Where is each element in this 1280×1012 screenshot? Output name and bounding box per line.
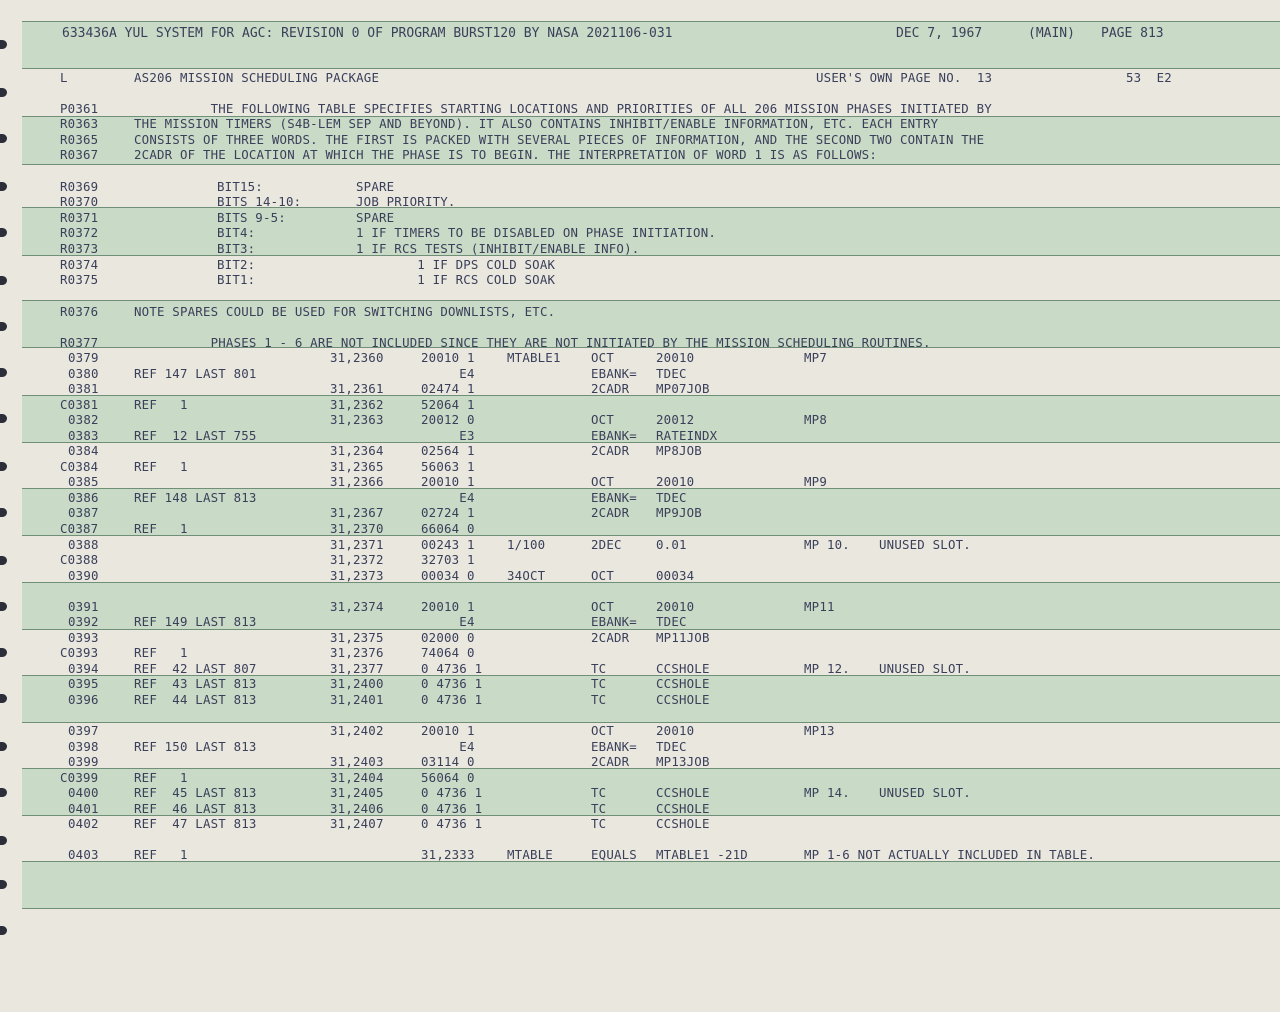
row-address: 31,2406 (330, 801, 384, 816)
row-address: 31,2404 (330, 770, 384, 785)
subheader-code: L (60, 70, 68, 85)
line-text: THE MISSION TIMERS (S4B-LEM SEP AND BEYOND). IT ALSO CONTAINS INHIBIT/ENABLE INFORMATION, ETC. EACH ENTRY (134, 116, 939, 131)
note-line (0, 304, 1280, 319)
row-opcode: 2CADR (591, 630, 630, 645)
row-octal: 20010 1 (421, 474, 475, 489)
row-comment: MP 10. (804, 537, 850, 552)
row-address: 31,2370 (330, 521, 384, 536)
line-tag: R0369 (60, 179, 99, 194)
band-rule (22, 68, 1280, 69)
row-label: REF 1 (134, 397, 188, 412)
row-tag: C0381 (60, 397, 99, 412)
row-opcode: TC (591, 692, 607, 707)
band-rule (22, 164, 1280, 165)
row-tag: 0383 (68, 428, 99, 443)
row-octal: 32703 1 (421, 552, 475, 567)
line-tag: R0371 (60, 210, 99, 225)
row-operand: TDEC (656, 614, 687, 629)
code-row (0, 739, 1280, 754)
row-operand: 20010 (656, 350, 695, 365)
row-tag: C0393 (60, 645, 99, 660)
row-address: 31,2360 (330, 350, 384, 365)
line-tag: R0365 (60, 132, 99, 147)
code-row (0, 443, 1280, 458)
row-operand: 20010 (656, 599, 695, 614)
row-operand: 0.01 (656, 537, 687, 552)
code-row (0, 614, 1280, 629)
row-address: 31,2375 (330, 630, 384, 645)
bit-field: BIT2: (217, 257, 256, 272)
line-tag: R0375 (60, 272, 99, 287)
row-operand: CCSHOLE (656, 676, 710, 691)
code-row (0, 801, 1280, 816)
row-label: REF 47 LAST 813 (134, 816, 257, 831)
row-tag: 0387 (68, 505, 99, 520)
row-label: REF 1 (134, 459, 188, 474)
listing-header (62, 25, 1262, 43)
row-address: 31,2405 (330, 785, 384, 800)
code-row (0, 552, 1280, 567)
row-address: 31,2362 (330, 397, 384, 412)
row-octal: 56064 0 (421, 770, 475, 785)
row-octal: 02564 1 (421, 443, 475, 458)
band-rule (22, 908, 1280, 909)
row-octal: E3 (421, 428, 475, 443)
row-opcode: OCT (591, 474, 614, 489)
subheader-title: AS206 MISSION SCHEDULING PACKAGE (134, 70, 380, 85)
row-address: 31,2377 (330, 661, 384, 676)
row-tag: C0388 (60, 552, 99, 567)
line-text: NOTE SPARES COULD BE USED FOR SWITCHING DOWNLISTS, ETC. (134, 304, 556, 319)
row-octal: E4 (421, 490, 475, 505)
line-tag: R0377 (60, 335, 99, 350)
bit-field: BIT15: (217, 179, 263, 194)
line-text: 2CADR OF THE LOCATION AT WHICH THE PHASE IS TO BEGIN. THE INTERPRETATION OF WORD 1 IS AS FOLLOWS: (134, 147, 877, 162)
row-opcode: OCT (591, 568, 614, 583)
row-tag: 0402 (68, 816, 99, 831)
row-tag: 0380 (68, 366, 99, 381)
row-operand: 00034 (656, 568, 695, 583)
feed-hole (0, 40, 7, 49)
row-opcode: OCT (591, 412, 614, 427)
row-tag: 0384 (68, 443, 99, 458)
bit-line (0, 210, 1280, 225)
row-address: 31,2365 (330, 459, 384, 474)
bit-desc: 1 IF RCS COLD SOAK (356, 272, 556, 287)
row-opcode: 2CADR (591, 754, 630, 769)
row-symbol: MTABLE1 (507, 350, 561, 365)
row-tag: C0384 (60, 459, 99, 474)
row-label: REF 1 (134, 847, 188, 862)
row-octal: 02724 1 (421, 505, 475, 520)
code-row (0, 521, 1280, 536)
row-octal: 0 4736 1 (421, 816, 483, 831)
row-operand: CCSHOLE (656, 816, 710, 831)
phases-line (0, 335, 1280, 350)
row-opcode: TC (591, 816, 607, 831)
listing-line (0, 116, 1280, 131)
row-symbol: 1/100 (507, 537, 546, 552)
row-address: 31,2372 (330, 552, 384, 567)
row-octal: 02474 1 (421, 381, 475, 396)
row-operand: CCSHOLE (656, 801, 710, 816)
row-address: 31,2371 (330, 537, 384, 552)
row-symbol: MTABLE (507, 847, 553, 862)
row-operand: TDEC (656, 490, 687, 505)
code-row (0, 645, 1280, 660)
row-opcode: EQUALS (591, 847, 637, 862)
row-operand: 20010 (656, 474, 695, 489)
bit-line (0, 194, 1280, 209)
row-comment: MP11 (804, 599, 835, 614)
code-row (0, 770, 1280, 785)
row-operand: MP07JOB (656, 381, 710, 396)
row-address: 31,2374 (330, 599, 384, 614)
row-opcode: EBANK= (591, 366, 637, 381)
bit-field: BITS 14-10: (217, 194, 302, 209)
line-text: PHASES 1 - 6 ARE NOT INCLUDED SINCE THEY ARE NOT INITIATED BY THE MISSION SCHEDULING ROUTINES. (134, 335, 931, 350)
code-row (0, 366, 1280, 381)
row-operand: TDEC (656, 739, 687, 754)
row-operand: 20012 (656, 412, 695, 427)
row-tag: 0386 (68, 490, 99, 505)
row-comment: MP13 (804, 723, 835, 738)
row-comment: MP 14. (804, 785, 850, 800)
row-label: REF 148 LAST 813 (134, 490, 257, 505)
code-row (0, 847, 1280, 862)
row-tag: 0393 (68, 630, 99, 645)
row-comment: MP 1-6 NOT ACTUALLY INCLUDED IN TABLE. (804, 847, 1096, 862)
row-label: REF 1 (134, 521, 188, 536)
row-label: REF 45 LAST 813 (134, 785, 257, 800)
code-row (0, 397, 1280, 412)
code-row (0, 630, 1280, 645)
row-operand: MP11JOB (656, 630, 710, 645)
bit-desc: 1 IF RCS TESTS (INHIBIT/ENABLE INFO). (356, 241, 640, 256)
row-opcode: OCT (591, 723, 614, 738)
row-tag: C0399 (60, 770, 99, 785)
bit-line (0, 179, 1280, 194)
row-label: REF 1 (134, 770, 188, 785)
bit-line (0, 241, 1280, 256)
row-octal: 52064 1 (421, 397, 475, 412)
row-label: REF 149 LAST 813 (134, 614, 257, 629)
band-rule (22, 300, 1280, 301)
bit-line (0, 257, 1280, 272)
code-row (0, 490, 1280, 505)
listing-line (0, 132, 1280, 147)
row-tag: 0395 (68, 676, 99, 691)
row-opcode: EBANK= (591, 428, 637, 443)
code-row (0, 676, 1280, 691)
row-octal: 0 4736 1 (421, 676, 483, 691)
row-comment: MP7 (804, 350, 827, 365)
row-octal: 74064 0 (421, 645, 475, 660)
bit-field: BIT3: (217, 241, 256, 256)
row-octal: 56063 1 (421, 459, 475, 474)
row-tag: 0401 (68, 801, 99, 816)
row-operand: RATEINDX (656, 428, 718, 443)
bit-line (0, 272, 1280, 287)
paper-band (22, 861, 1280, 908)
header-date: DEC 7, 1967 (896, 26, 983, 41)
row-octal: 0 4736 1 (421, 801, 483, 816)
row-opcode: EBANK= (591, 739, 637, 754)
row-operand: MP9JOB (656, 505, 702, 520)
bit-desc: SPARE (356, 179, 395, 194)
code-row (0, 412, 1280, 427)
row-tag: 0388 (68, 537, 99, 552)
row-operand: CCSHOLE (656, 692, 710, 707)
row-opcode: 2CADR (591, 381, 630, 396)
bit-field: BIT1: (217, 272, 256, 287)
code-row (0, 505, 1280, 520)
row-opcode: 2CADR (591, 505, 630, 520)
row-address: 31,2400 (330, 676, 384, 691)
row-opcode: TC (591, 676, 607, 691)
row-operand: CCSHOLE (656, 661, 710, 676)
row-octal: 20010 1 (421, 723, 475, 738)
row-label: REF 46 LAST 813 (134, 801, 257, 816)
row-octal: 20012 0 (421, 412, 475, 427)
row-octal: 20010 1 (421, 350, 475, 365)
line-tag: R0372 (60, 225, 99, 240)
code-row (0, 754, 1280, 769)
row-opcode: TC (591, 785, 607, 800)
line-tag: R0363 (60, 116, 99, 131)
listing-line (0, 147, 1280, 162)
bit-line (0, 225, 1280, 240)
row-octal: 00034 0 (421, 568, 475, 583)
line-tag: R0376 (60, 304, 99, 319)
row-octal: 03114 0 (421, 754, 475, 769)
row-octal: 0 4736 1 (421, 661, 483, 676)
subheader (0, 70, 1280, 85)
row-address: 31,2373 (330, 568, 384, 583)
row-operand: CCSHOLE (656, 785, 710, 800)
code-row (0, 599, 1280, 614)
row-label: REF 12 LAST 755 (134, 428, 257, 443)
band-rule (22, 21, 1280, 22)
row-tag: 0382 (68, 412, 99, 427)
row-tag: C0387 (60, 521, 99, 536)
row-comment: MP 12. (804, 661, 850, 676)
row-operand: MTABLE1 -21D (656, 847, 748, 862)
line-text: CONSISTS OF THREE WORDS. THE FIRST IS PACKED WITH SEVERAL PIECES OF INFORMATION, AND THE SECOND TWO CONTAIN THE (134, 132, 985, 147)
row-comment: MP9 (804, 474, 827, 489)
subheader-user-page: USER'S OWN PAGE NO. 13 (816, 70, 993, 85)
code-row (0, 381, 1280, 396)
row-comment: MP8 (804, 412, 827, 427)
bit-field: BIT4: (217, 225, 256, 240)
row-operand: MP8JOB (656, 443, 702, 458)
row-opcode: OCT (591, 599, 614, 614)
row-address: 31,2367 (330, 505, 384, 520)
row-address: 31,2402 (330, 723, 384, 738)
row-label: REF 150 LAST 813 (134, 739, 257, 754)
row-tag: 0391 (68, 599, 99, 614)
header-title: 633436A YUL SYSTEM FOR AGC: REVISION 0 OF PROGRAM BURST120 BY NASA 2021106-031 (62, 26, 673, 41)
row-tag: 0381 (68, 381, 99, 396)
row-tag: 0399 (68, 754, 99, 769)
row-address: 31,2401 (330, 692, 384, 707)
row-octal: E4 (421, 366, 475, 381)
row-label: REF 42 LAST 807 (134, 661, 257, 676)
row-tag: 0392 (68, 614, 99, 629)
row-tag: 0385 (68, 474, 99, 489)
row-address: 31,2376 (330, 645, 384, 660)
code-row (0, 568, 1280, 583)
row-opcode: 2CADR (591, 443, 630, 458)
listing-line (0, 101, 1280, 116)
row-address: 31,2361 (330, 381, 384, 396)
bit-desc: SPARE (356, 210, 395, 225)
row-address: 31,2366 (330, 474, 384, 489)
row-opcode: TC (591, 661, 607, 676)
row-tag: 0400 (68, 785, 99, 800)
row-octal: 00243 1 (421, 537, 475, 552)
row-address: 31,2364 (330, 443, 384, 458)
row-tag: 0403 (68, 847, 99, 862)
row-comment-2: UNUSED SLOT. (879, 785, 971, 800)
row-comment-2: UNUSED SLOT. (879, 537, 971, 552)
row-octal: 02000 0 (421, 630, 475, 645)
row-opcode: OCT (591, 350, 614, 365)
header-main: (MAIN) (1028, 26, 1075, 41)
row-octal: 0 4736 1 (421, 692, 483, 707)
line-text: THE FOLLOWING TABLE SPECIFIES STARTING LOCATIONS AND PRIORITIES OF ALL 206 MISSION PHASES INITIATED BY (134, 101, 992, 116)
row-tag: 0396 (68, 692, 99, 707)
bit-field: BITS 9-5: (217, 210, 286, 225)
row-operand: MP13JOB (656, 754, 710, 769)
line-tag: R0370 (60, 194, 99, 209)
code-row (0, 474, 1280, 489)
row-address: 31,2407 (330, 816, 384, 831)
row-operand: 20010 (656, 723, 695, 738)
row-tag: 0398 (68, 739, 99, 754)
line-tag: R0374 (60, 257, 99, 272)
bit-desc: 1 IF DPS COLD SOAK (356, 257, 556, 272)
row-octal: 66064 0 (421, 521, 475, 536)
row-label: REF 1 (134, 645, 188, 660)
row-label: REF 147 LAST 801 (134, 366, 257, 381)
header-page: PAGE 813 (1101, 26, 1164, 41)
bit-desc: 1 IF TIMERS TO BE DISABLED ON PHASE INITIATION. (356, 225, 717, 240)
bit-desc: JOB PRIORITY. (356, 194, 456, 209)
row-address: 31,2363 (330, 412, 384, 427)
code-row (0, 428, 1280, 443)
code-row (0, 537, 1280, 552)
row-label: REF 43 LAST 813 (134, 676, 257, 691)
row-tag: 0394 (68, 661, 99, 676)
row-octal: E4 (421, 614, 475, 629)
code-row (0, 459, 1280, 474)
row-symbol: 34OCT (507, 568, 546, 583)
row-octal: 31,2333 (421, 847, 475, 862)
code-row (0, 785, 1280, 800)
line-tag: R0367 (60, 147, 99, 162)
row-opcode: 2DEC (591, 537, 622, 552)
code-row (0, 816, 1280, 831)
code-row (0, 723, 1280, 738)
row-octal: 20010 1 (421, 599, 475, 614)
row-label: REF 44 LAST 813 (134, 692, 257, 707)
subheader-sheet-id: 53 E2 (1126, 70, 1172, 85)
row-address: 31,2403 (330, 754, 384, 769)
code-row (0, 692, 1280, 707)
line-tag: P0361 (60, 101, 99, 116)
row-tag: 0397 (68, 723, 99, 738)
code-row (0, 661, 1280, 676)
row-opcode: EBANK= (591, 614, 637, 629)
code-row (0, 350, 1280, 365)
row-tag: 0379 (68, 350, 99, 365)
row-opcode: EBANK= (591, 490, 637, 505)
row-opcode: TC (591, 801, 607, 816)
row-tag: 0390 (68, 568, 99, 583)
row-octal: E4 (421, 739, 475, 754)
row-octal: 0 4736 1 (421, 785, 483, 800)
row-operand: TDEC (656, 366, 687, 381)
line-tag: R0373 (60, 241, 99, 256)
row-comment-2: UNUSED SLOT. (879, 661, 971, 676)
